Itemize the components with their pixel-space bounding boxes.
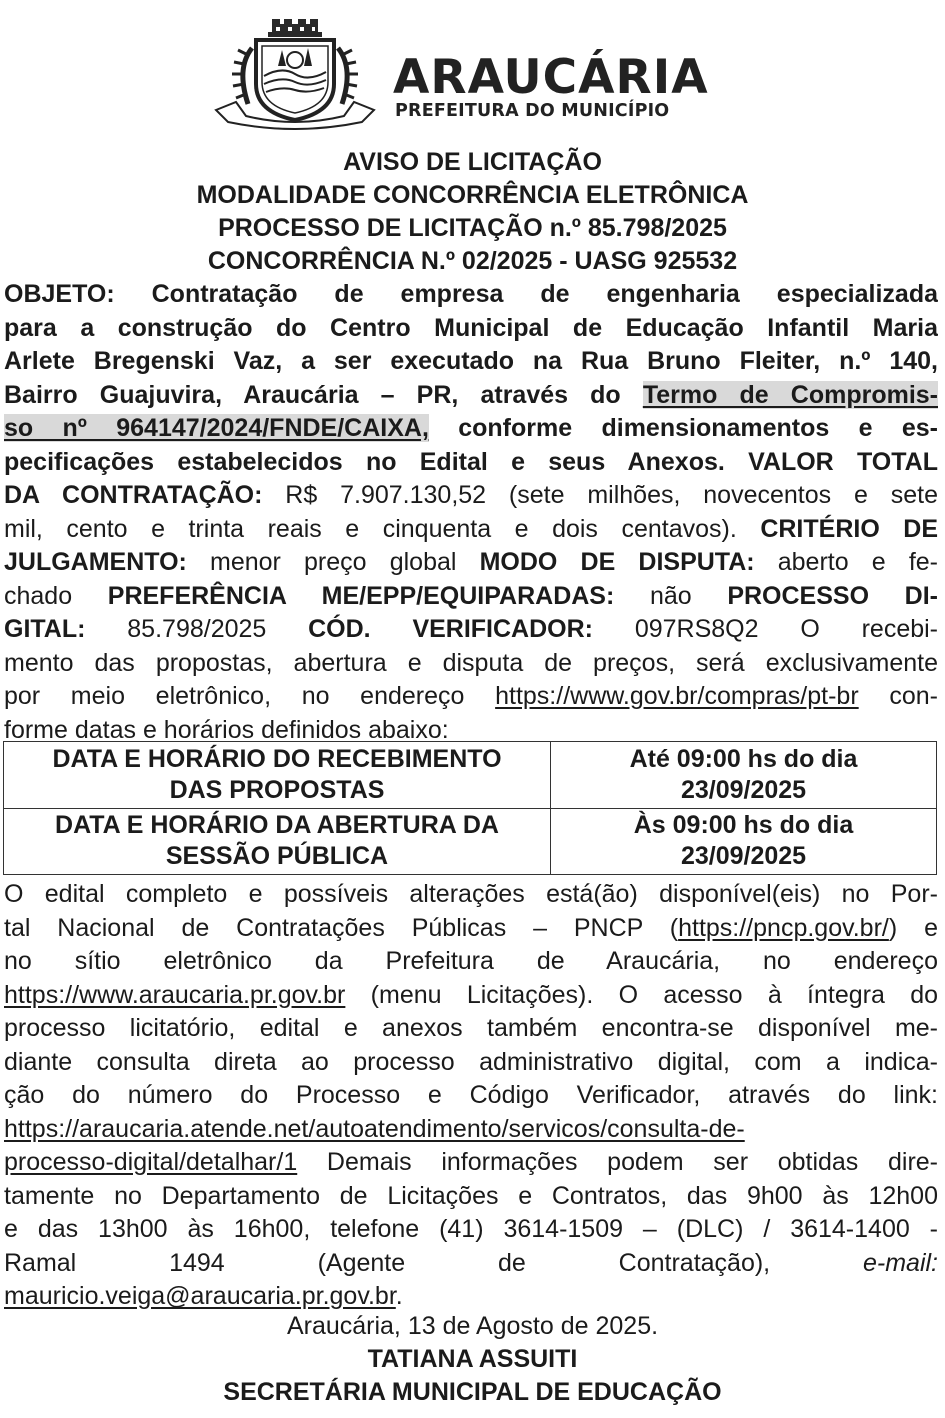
email-link[interactable]: mauricio.veiga@araucaria.pr.gov.br [4,1282,396,1310]
body-line: tamente no Departamento de Licitações e Contratos, das 9h00 às 12h00 [4,1181,938,1210]
header [0,10,945,130]
title-line: PROCESSO DE LICITAÇÃO n.º 85.798/2025 [218,214,727,242]
body-line: forme datas e horários definidos abaixo: [4,715,449,744]
body-line: chado PREFERÊNCIA ME/EPP/EQUIPARADAS: não PROCESSO DI- [4,581,938,610]
body-line: DA CONTRATAÇÃO: R$ 7.907.130,52 (sete milhões, novecentos e sete [4,481,938,509]
notice-body [4,278,938,747]
body-line: O edital completo e possíveis alterações está(ão) disponível(eis) no Por- [4,880,938,908]
consulta-processo-link[interactable]: processo-digital/detalhar/1 [4,1148,298,1176]
table-row [4,742,937,809]
signer-role: SECRETÁRIA MUNICIPAL DE EDUCAÇÃO [223,1378,722,1406]
pncp-link[interactable]: https://pncp.gov.br/ [678,913,889,942]
body-line: por meio eletrônico, no endereço https://www.gov.br/compras/pt-br con- [4,682,938,710]
schedule-table [3,741,937,875]
body-line: mento das propostas, abertura e disputa de preços, será exclusivamente [4,648,938,677]
consulta-processo-link[interactable]: https://araucaria.atende.net/autoatendimento/servicos/consulta-de- [4,1114,745,1143]
body-line: mil, cento e trinta reais e cinquenta e dois centavos). CRITÉRIO DE [4,514,938,543]
body-line: GITAL: 85.798/2025 CÓD. VERIFICADOR: 097RS8Q2 O recebi- [4,615,938,643]
brand-block [393,50,709,121]
body-line: diante consulta direta ao processo administrativo digital, com a indica- [4,1047,938,1076]
body-line: pecificações estabelecidos no Edital e seus Anexos. VALOR TOTAL [4,447,938,476]
title-line: MODALIDADE CONCORRÊNCIA ELETRÔNICA [196,181,749,209]
body-line: Arlete Bregenski Vaz, a ser executado na Rua Bruno Fleiter, n.º 140, [4,347,938,375]
body-line: processo-digital/detalhar/1 Demais informações podem ser obtidas dire- [4,1148,938,1176]
body-line: processo licitatório, edital e anexos também encontra-se disponível me- [4,1014,938,1042]
signature-block [0,1310,945,1409]
table-cell-label: DATA E HORÁRIO DA ABERTURA DA SESSÃO PÚBLICA [4,808,551,875]
brand-name: ARAUCÁRIA [393,50,709,105]
table-cell-value: Às 09:00 hs do dia 23/09/2025 [551,808,937,875]
signer-name: TATIANA ASSUITI [367,1345,578,1373]
body-line: ção do número do Processo e Código Verificador, através do link: [4,1081,938,1109]
body-line: no sítio eletrônico da Prefeitura de Araucária, no endereço [4,947,938,975]
table-cell-value: Até 09:00 hs do dia 23/09/2025 [551,742,937,809]
body-line [4,1113,938,1147]
prefeitura-site-link[interactable]: https://www.araucaria.pr.gov.br [4,980,346,1009]
title-line: AVISO DE LICITAÇÃO [343,148,602,176]
body-line: mauricio.veiga@araucaria.pr.gov.br. [4,1282,403,1310]
table-row [4,808,937,875]
municipal-crest-icon [212,18,378,130]
body-line: Ramal 1494 (Agente de Contratação), e-mail: [4,1248,938,1277]
place-date: Araucária, 13 de Agosto de 2025. [286,1312,659,1340]
body-line: e das 13h00 às 16h00, telefone (41) 3614-1509 – (DLC) / 3614-1400 - [4,1215,938,1243]
body-line: Bairro Guajuvira, Araucária – PR, através do Termo de Compromis- [4,380,938,409]
termo-compromisso-link[interactable]: so nº 964147/2024/FNDE/CAIXA, [4,414,429,442]
info-body [4,878,938,1314]
body-line: so nº 964147/2024/FNDE/CAIXA, conforme dimensionamentos e es- [4,414,938,442]
termo-compromisso-link[interactable]: Termo de Compromis- [642,380,938,409]
body-line: tal Nacional de Contratações Públicas – PNCP (https://pncp.gov.br/) e [4,913,938,942]
body-line: JULGAMENTO: menor preço global MODO DE DISPUTA: aberto e fe- [4,548,938,576]
table-cell-label: DATA E HORÁRIO DO RECEBIMENTO DAS PROPOSTAS [4,742,551,809]
compras-gov-link[interactable]: https://www.gov.br/compras/pt-br [495,682,859,710]
title-line: CONCORRÊNCIA N.º 02/2025 - UASG 925532 [207,247,738,275]
body-line: https://www.araucaria.pr.gov.br (menu Licitações). O acesso à íntegra do [4,980,938,1009]
body-line: OBJETO: Contratação de empresa de engenharia especializada [4,280,938,308]
body-line: para a construção do Centro Municipal de Educação Infantil Maria [4,313,938,342]
notice-titles [0,146,945,278]
brand-subtitle: PREFEITURA DO MUNICÍPIO [395,101,670,121]
